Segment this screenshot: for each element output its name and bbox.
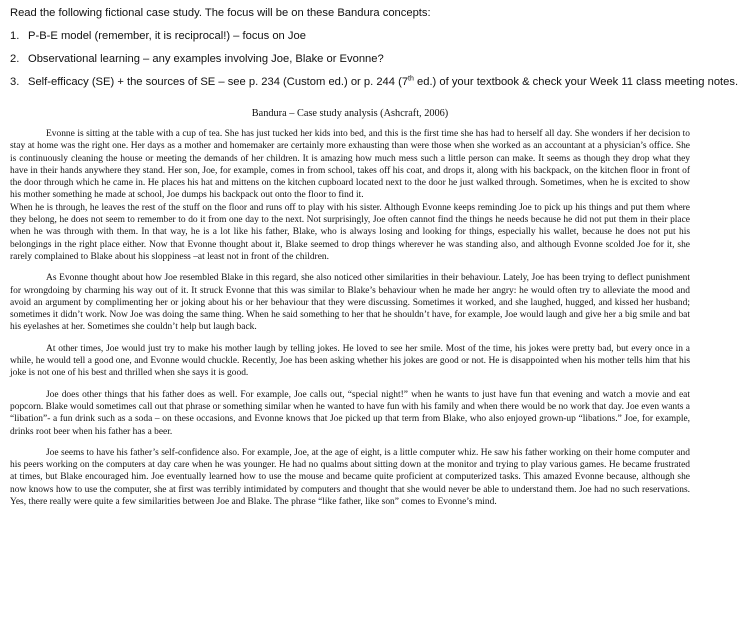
concept-item-2 — [10, 52, 690, 67]
item-number: 3. — [10, 76, 20, 88]
intro-text: Read the following fictional case study. The focus will be on these Bandura concepts: — [10, 7, 431, 19]
item-text — [28, 75, 738, 90]
paragraph-6: Joe seems to have his father’s self-confidence also. For example, Joe, at the age of eight, is a little computer whiz. He saw his father working on their home computer and his peers working on the computers at day care when he was younger. He had no qualms about sitting down at the monitor and trying to play various games. He became frustrated at times, but Blake encouraged him. Joe eventually learned how to use the mouse and became quite proficient at computerized tasks. This amazed Evonne because, although she now knows how to use the computer, she at first was terribly intimidated by computers and thought that she would never be able to understand them. Joe had no such reservations. Yes, there really were quite a few similarities between Joe and Blake. The phrase “like father, like son” comes to Evonne’s mind. — [10, 447, 690, 508]
item-number: 2. — [10, 53, 20, 65]
item-number: 1. — [10, 30, 20, 42]
item-text: Observational learning – any examples involving Joe, Blake or Evonne? — [28, 53, 384, 65]
concept-item-1 — [10, 29, 690, 44]
paragraph-4: At other times, Joe would just try to make his mother laugh by telling jokes. He loved to see her smile. Most of the time, his jokes were pretty bad, but every once in a while, he would tell a good one, and Evonne would chuckle. Recently, Joe has been asking whether his jokes are good or not. He is disappointed when his mother tells him that his joke is not one of his best and thrilled when she says it is good. — [10, 343, 690, 379]
case-study-title: Bandura – Case study analysis (Ashcraft, 2006) — [251, 108, 449, 119]
paragraph-5: Joe does other things that his father does as well. For example, Joe calls out, “special night!” when he wants to just have fun that evening and watch a movie and eat popcorn. Blake would sometimes call out that phrase or something similar when he wanted to have fun with his family and when there would be no work that day. Joe even wants a “libation”- a fun drink such as a soda – on these occasions, and Evonne knows that Joe picked up that term from Blake, who also enjoyed grown-up “libations.” Joe, for example, drinks root beer when his father has a beer. — [10, 389, 690, 437]
ordinal-superscript: th — [408, 75, 414, 83]
case-study-body — [10, 128, 690, 508]
concept-item-3 — [10, 75, 738, 90]
paragraph-2: When he is through, he leaves the rest of the stuff on the floor and runs off to play with his sister. Although Evonne keeps reminding Joe to pick up his things and put them where they belong, he does not seem to remember to do it from one day to the next. Not surprisingly, Joe often cannot find the things he needs because he did not put them in their place when he was through with them. In that way, he is a lot like his father, Blake, who is always losing and looking for things, especially his wallet, because he does not put his belongings in the right place either. Now that Evonne thought about it, Blake seemed to drop things wherever he was standing also, and although Evonne scolded Joe for it, she rarely complained to Blake about his sloppiness –at least not in front of the children. — [10, 202, 690, 262]
paragraph-1: Evonne is sitting at the table with a cup of tea. She has just tucked her kids into bed, and this is the first time she has had to herself all day. She wonders if her decision to stay at home was the right one. Her days as a mother and homemaker are certainly more exhausting than were those when she worked as an accountant at a physician’s office. She is continuously cleaning the house or meeting the demands of her children. It is amazing how much mess such a little person can make. It seems as though they drop what they have in their hands anywhere they stand. Her son, Joe, for example, comes in from school, takes off his coat, and drops it, along with his backpack, on the kitchen floor in front of the door through which he came in. He places his hat and mittens on the kitchen cupboard located next to the door he just walked through. Sometimes, when he is excited to show his mother something he made at school, Joe dumps his backpack out onto the floor to find it. — [10, 129, 690, 201]
item-text-part-b: ed.) of your textbook & check your Week 11 class meeting notes. — [413, 76, 738, 88]
paragraph-3: As Evonne thought about how Joe resembled Blake in this regard, she also noticed other similarities in their behaviour. Lately, Joe has been trying to deflect punishment for wrongdoing by charming his way out of it. It struck Evonne that this was similar to Blake’s behaviour when he made her angry: he would often try to alleviate the mood and avoid an argument by complimenting her or joking about his or her behaviour that they were discussing. Sometimes it worked, and she laughed, hugged, and kissed her husband; sometimes it didn’t work. Now Joe was doing the same thing. When he said something to her that he shouldn’t have, for example, Joe would laugh and give her a big smile and bat his eyelashes at her. Sometimes she couldn’t help but laugh back. — [10, 273, 690, 333]
item-text-part-a: Self-efficacy (SE) + the sources of SE – see p. 234 (Custom ed.) or p. 244 (7 — [28, 76, 409, 88]
item-text: P-B-E model (remember, it is reciprocal!) – focus on Joe — [28, 30, 306, 42]
concept-list — [10, 29, 738, 90]
